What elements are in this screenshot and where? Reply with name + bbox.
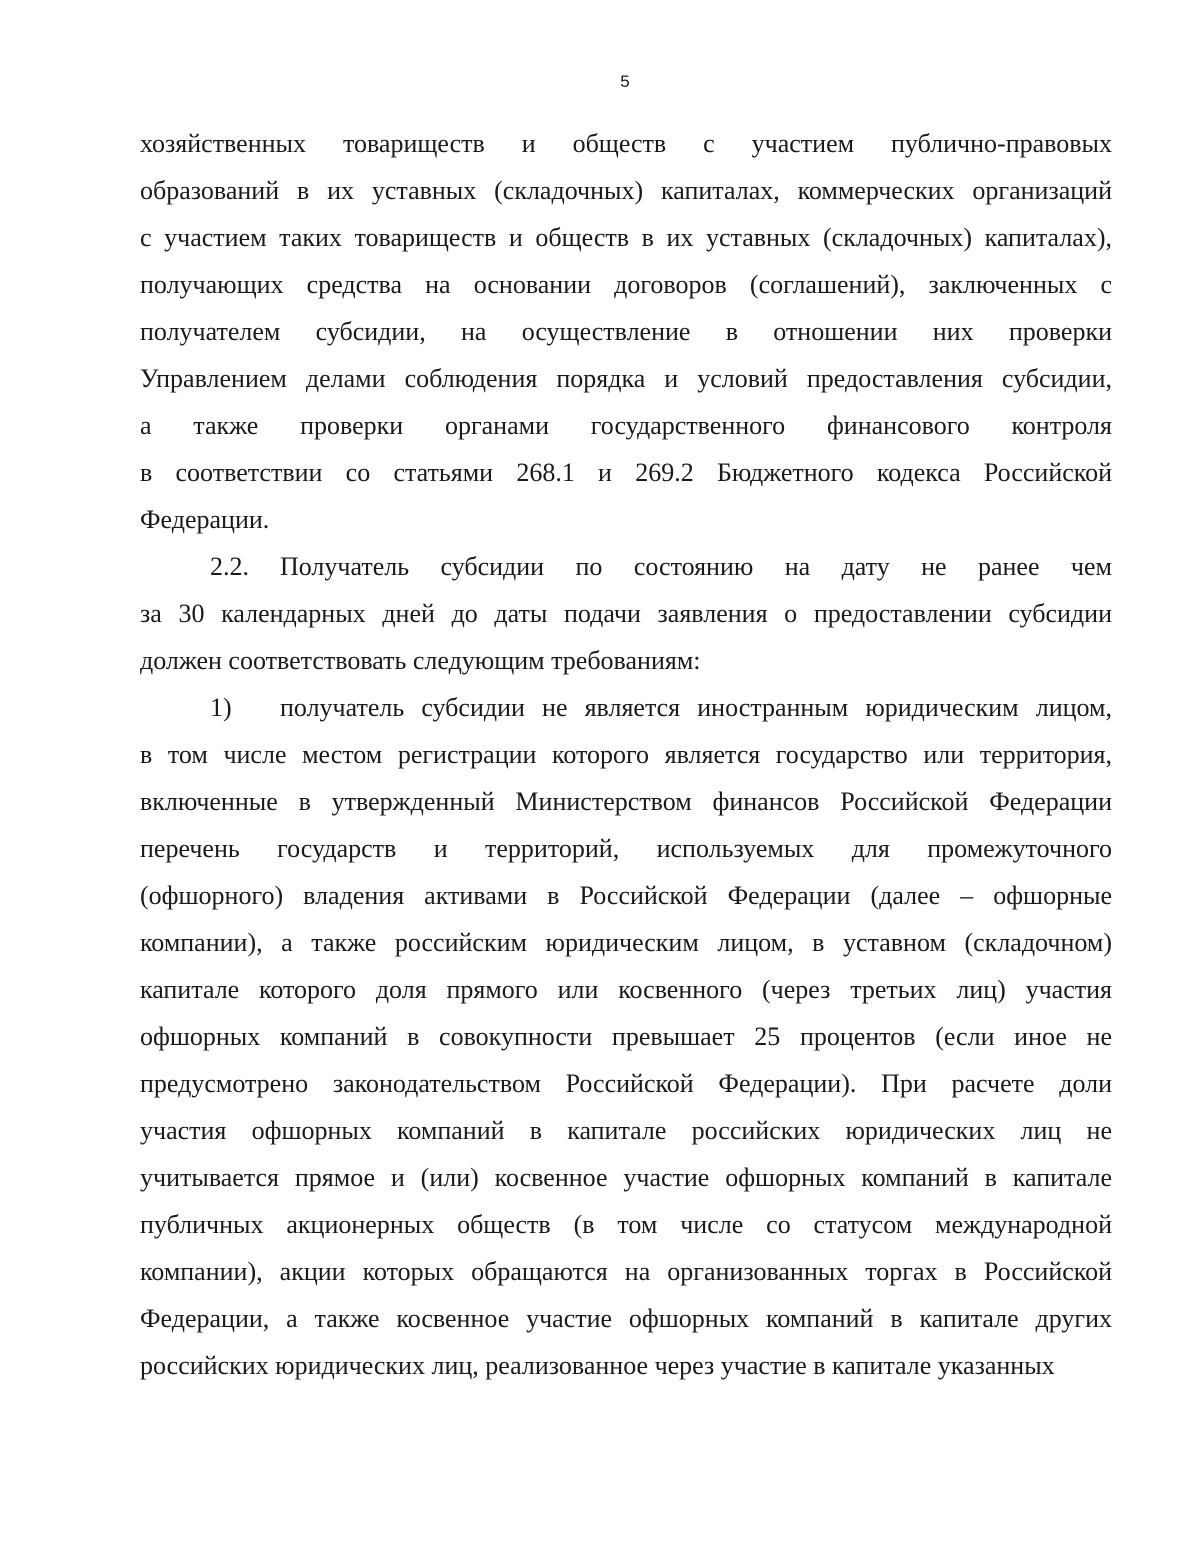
text-line: с участием таких товариществ и обществ в их уставных (складочных) капиталах), <box>140 223 1112 252</box>
text-line: учитывается прямое и (или) косвенное участие офшорных компаний в капитале <box>140 1163 1112 1192</box>
text-line-first <box>140 543 1112 590</box>
paragraph-continuation <box>140 120 1112 543</box>
text-line: публичных акционерных обществ (в том числе со статусом международной <box>140 1210 1112 1239</box>
text-line: компании), а также российским юридическим лицом, в уставном (складочном) <box>140 928 1112 957</box>
text-line: Управлением делами соблюдения порядка и условий предоставления субсидии, <box>140 364 1112 393</box>
page-number: 5 <box>620 72 630 91</box>
text-line: перечень государств и территорий, используемых для промежуточного <box>140 834 1112 863</box>
text-line: получающих средства на основании договоров (соглашений), заключенных с <box>140 270 1112 299</box>
text-line: хозяйственных товариществ и обществ с участием публично-правовых <box>140 129 1112 158</box>
text-line: предусмотрено законодательством Российской Федерации). При расчете доли <box>140 1069 1112 1098</box>
text-line: в соответствии со статьями 268.1 и 269.2 Бюджетного кодекса Российской <box>140 458 1112 487</box>
item-first-line: получатель субсидии не является иностранным юридическим лицом, <box>280 693 1112 722</box>
document-body <box>140 120 1112 1389</box>
text-line: офшорных компаний в совокупности превышает 25 процентов (если иное не <box>140 1022 1112 1051</box>
text-line: за 30 календарных дней до даты подачи заявления о предоставлении субсидии <box>140 599 1112 628</box>
text-line: образований в их уставных (складочных) капиталах, коммерческих организаций <box>140 176 1112 205</box>
text-line: должен соответствовать следующим требованиям: <box>140 646 701 675</box>
text-line: в том числе местом регистрации которого является государство или территория, <box>140 740 1112 769</box>
text-line: участия офшорных компаний в капитале российских юридических лиц не <box>140 1116 1112 1145</box>
clause-first-line: Получатель субсидии по состоянию на дату не ранее чем <box>280 552 1112 581</box>
text-line: Федерации, а также косвенное участие офшорных компаний в капитале других <box>140 1304 1112 1333</box>
text-line: а также проверки органами государственного финансового контроля <box>140 411 1112 440</box>
item-number: 1) <box>210 693 232 722</box>
paragraph-item-1 <box>140 684 1112 1389</box>
paragraph-2-2 <box>140 543 1112 684</box>
text-line: (офшорного) владения активами в Российской Федерации (далее – офшорные <box>140 881 1112 910</box>
text-line: Федерации. <box>140 505 270 534</box>
text-line: включенные в утвержденный Министерством финансов Российской Федерации <box>140 787 1112 816</box>
clause-number: 2.2. <box>210 552 249 581</box>
text-line: российских юридических лиц, реализованное через участие в капитале указанных <box>140 1351 1055 1380</box>
text-line: компании), акции которых обращаются на организованных торгах в Российской <box>140 1257 1112 1286</box>
text-line: капитале которого доля прямого или косвенного (через третьих лиц) участия <box>140 975 1112 1004</box>
text-line-first <box>140 684 1112 731</box>
text-line: получателем субсидии, на осуществление в отношении них проверки <box>140 317 1112 346</box>
